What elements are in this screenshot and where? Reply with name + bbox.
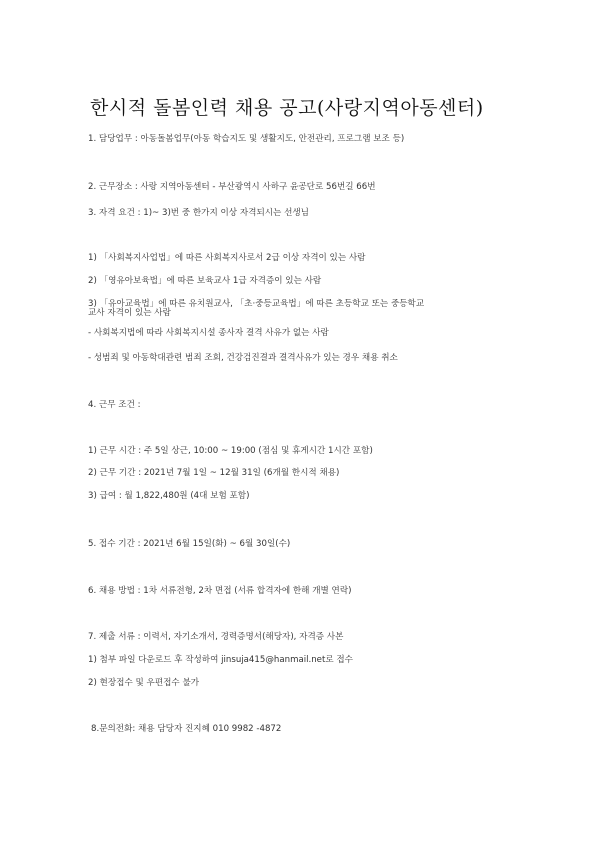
qualification-item-2: 2) 「영유아보육법」에 따른 보육교사 1급 자격증이 있는 사람 bbox=[88, 276, 322, 286]
qualification-item-3b: 교사 자격이 있는 사람 bbox=[88, 308, 171, 318]
condition-item-1: 1) 근무 시간 : 주 5일 상근, 10:00 ~ 19:00 (점심 및 휴게시간 1시간 포함) bbox=[88, 446, 373, 456]
qualification-item-1: 1) 「사회복지사업법」에 따른 사회복지사로서 2급 이상 자격이 있는 사람 bbox=[88, 253, 366, 263]
duty-line: 1. 담당업무 : 아동돌봄업무(아동 학습지도 및 생활지도, 안전관리, 프로그램 보조 등) bbox=[88, 134, 405, 144]
conditions-header: 4. 근무 조건 : bbox=[88, 400, 141, 410]
qualification-item-3a: 3) 「유아교육법」에 따른 유치원교사, 「초·중등교육법」에 따른 초등학교 또는 중등학교 bbox=[88, 299, 425, 309]
page-title: 한시적 돌봄인력 채용 공고(사랑지역아동센터) bbox=[90, 97, 484, 119]
condition-item-2: 2) 근무 기간 : 2021년 7월 1일 ~ 12월 31일 (6개월 한시적 채용) bbox=[88, 468, 340, 478]
place-line: 2. 근무장소 : 사랑 지역아동센터 - 부산광역시 사하구 윤공단로 56번길 66번 bbox=[88, 182, 376, 192]
documents-item-1: 1) 첨부 파일 다운로드 후 작성하여 jinsuja415@hanmail.net로 접수 bbox=[88, 655, 353, 665]
hiring-method-line: 6. 채용 방법 : 1차 서류전형, 2차 면접 (서류 합격자에 한해 개별 연락) bbox=[88, 586, 352, 596]
contact-line: 8.문의전화: 채용 담당자 진지혜 010 9982 -4872 bbox=[91, 724, 282, 734]
documents-header: 7. 제출 서류 : 이력서, 자기소개서, 경력증명서(해당자), 자격증 사본 bbox=[88, 632, 344, 642]
qualification-note-1: - 사회복지법에 따라 사회복지시설 종사자 결격 사유가 없는 사람 bbox=[88, 328, 329, 338]
qualification-header: 3. 자격 요건 : 1)~ 3)번 중 한가지 이상 자격되시는 선생님 bbox=[88, 208, 309, 218]
condition-item-3: 3) 급여 : 월 1,822,480원 (4대 보험 포함) bbox=[88, 491, 250, 501]
qualification-note-2: - 성범죄 및 아동학대관련 범죄 조회, 건강검진결과 결격사유가 있는 경우 채용 취소 bbox=[88, 353, 398, 363]
documents-item-2: 2) 현장접수 및 우편접수 불가 bbox=[88, 678, 200, 688]
application-period-line: 5. 접수 기간 : 2021년 6월 15일(화) ~ 6월 30일(수) bbox=[88, 539, 291, 549]
